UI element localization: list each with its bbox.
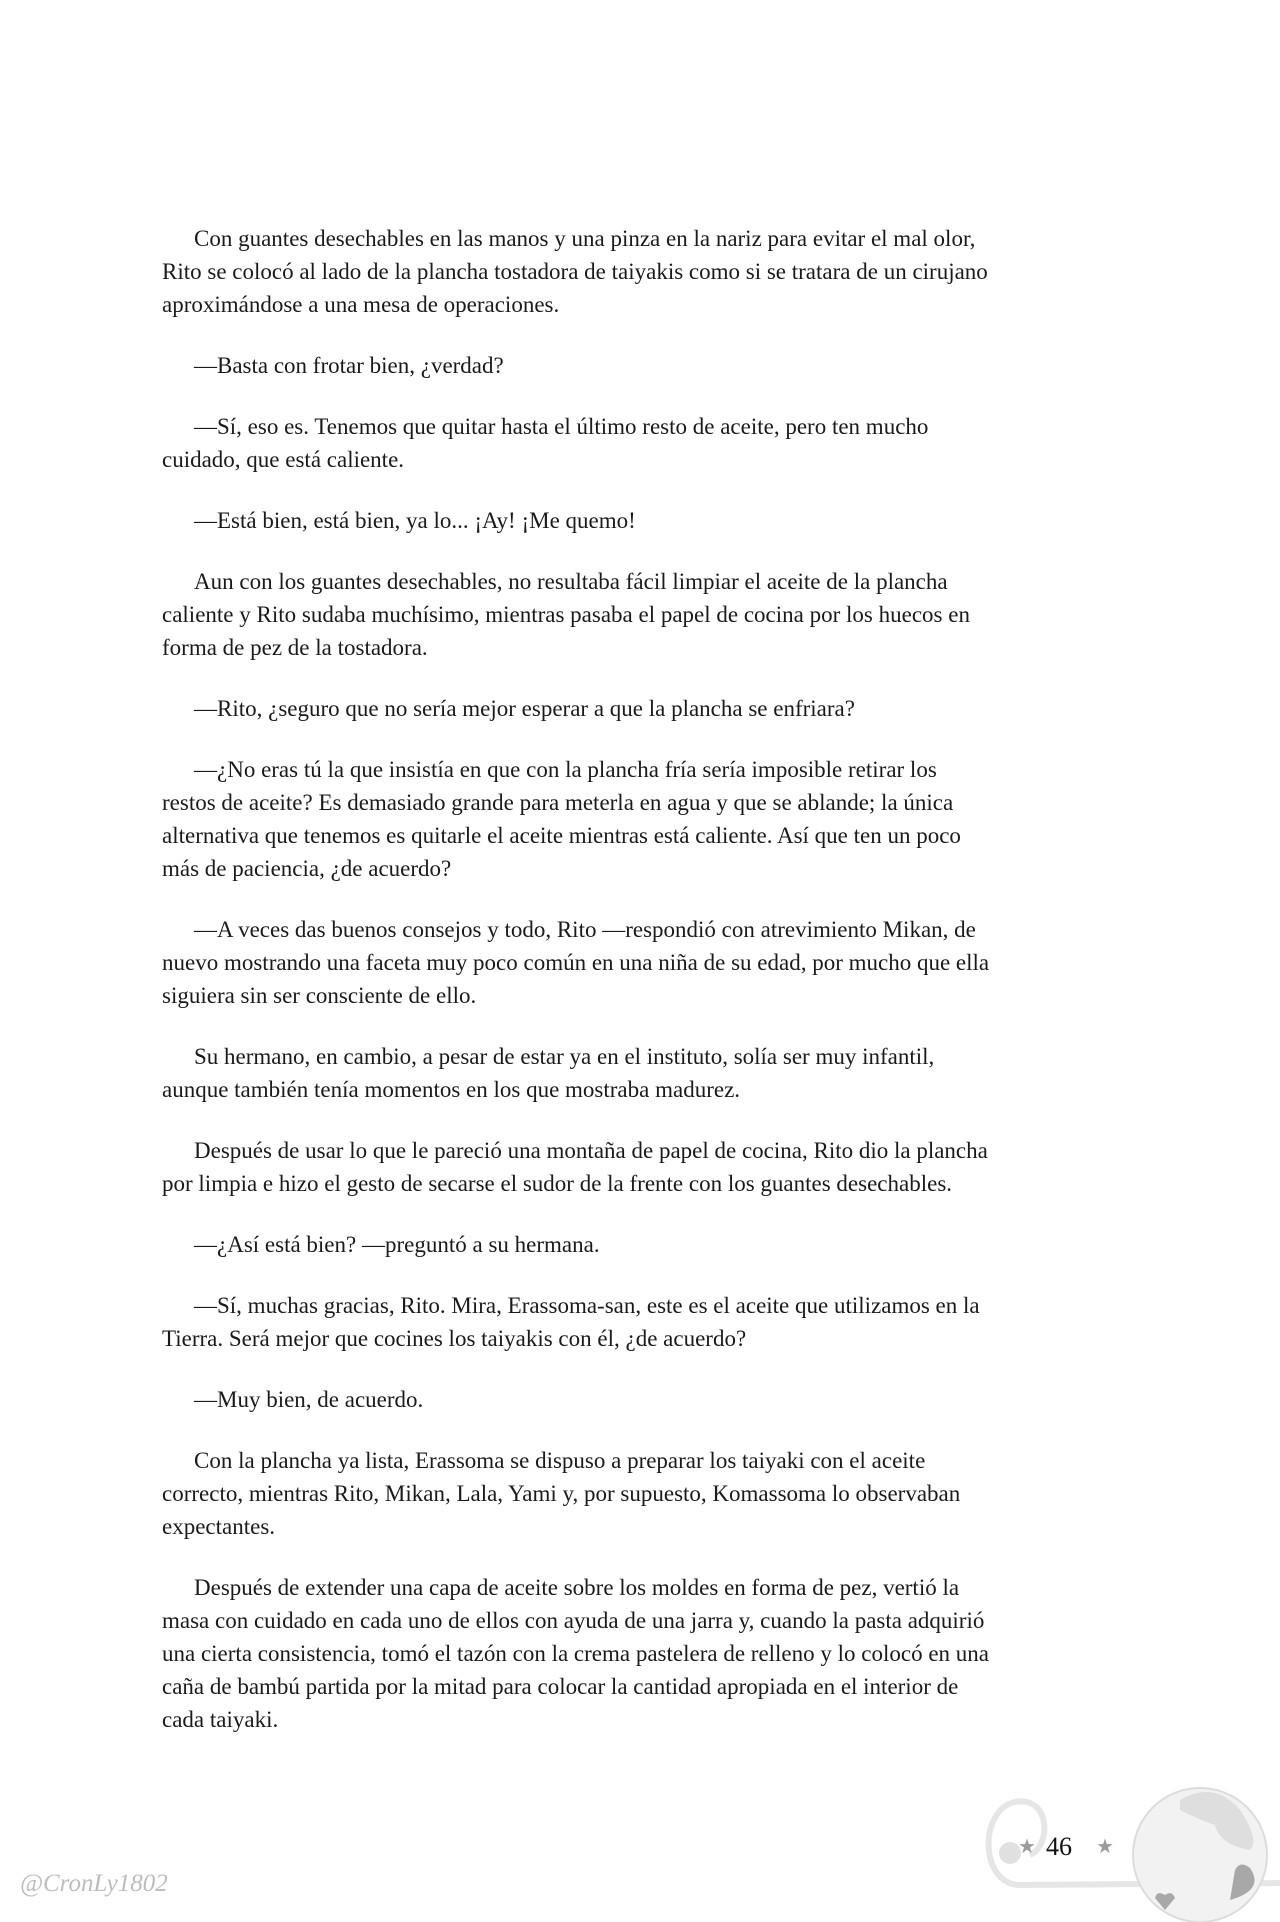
paragraph <box>162 222 1122 321</box>
text-line: aproximándose a una mesa de operaciones. <box>162 292 560 317</box>
paragraph <box>162 1383 1122 1416</box>
page-number: 46 <box>1045 1832 1072 1861</box>
paragraph <box>162 753 1122 885</box>
text-line: nuevo mostrando una faceta muy poco común en una niña de su edad, por mucho que ella <box>162 950 990 975</box>
paragraph <box>162 504 1122 537</box>
paragraph <box>162 1134 1122 1200</box>
text-line: Con guantes desechables en las manos y una pinza en la nariz para evitar el mal olor, <box>194 226 976 251</box>
text-line: Después de extender una capa de aceite sobre los moldes en forma de pez, vertió la <box>194 1575 960 1600</box>
text-line: caliente y Rito sudaba muchísimo, mientras pasaba el papel de cocina por los huecos en <box>162 602 970 627</box>
text-line: cuidado, que está caliente. <box>162 447 405 472</box>
text-line: forma de pez de la tostadora. <box>162 635 428 660</box>
text-line: alternativa que tenemos es quitarle el aceite mientras está caliente. Así que ten un poco <box>162 823 961 848</box>
text-line: por limpia e hizo el gesto de secarse el sudor de la frente con los guantes desechables. <box>162 1171 953 1196</box>
page-number-row <box>1018 1830 1114 1864</box>
text-line: expectantes. <box>162 1514 276 1539</box>
text-line: —¿Así está bien? —preguntó a su hermana. <box>194 1232 600 1257</box>
text-line: una cierta consistencia, tomó el tazón con la crema pastelera de relleno y lo colocó en una <box>162 1641 990 1666</box>
text-line: Aun con los guantes desechables, no resultaba fácil limpiar el aceite de la plancha <box>194 569 948 594</box>
text-line: Tierra. Será mejor que cocines los taiyakis con él, ¿de acuerdo? <box>162 1326 747 1351</box>
paragraph <box>162 1228 1122 1261</box>
text-line: correcto, mientras Rito, Mikan, Lala, Yami y, por supuesto, Komassoma lo observaban <box>162 1481 961 1506</box>
text-line: —¿No eras tú la que insistía en que con la plancha fría sería imposible retirar los <box>194 757 937 782</box>
text-line: cada taiyaki. <box>162 1707 279 1732</box>
text-line: siguiera sin ser consciente de ello. <box>162 983 477 1008</box>
text-line: Rito se colocó al lado de la plancha tostadora de taiyakis como si se tratara de un cirujano <box>162 259 988 284</box>
paragraph <box>162 1444 1122 1543</box>
text-line: Después de usar lo que le pareció una montaña de papel de cocina, Rito dio la plancha <box>194 1138 988 1163</box>
text-line: —Basta con frotar bien, ¿verdad? <box>194 353 504 378</box>
paragraph <box>162 1571 1122 1736</box>
paragraph <box>162 1040 1122 1106</box>
paragraph <box>162 913 1122 1012</box>
text-line: restos de aceite? Es demasiado grande para meterla en agua y que se ablande; la única <box>162 790 954 815</box>
text-line: aunque también tenía momentos en los que mostraba madurez. <box>162 1077 741 1102</box>
text-line: —A veces das buenos consejos y todo, Rito —respondió con atrevimiento Mikan, de <box>194 917 976 942</box>
watermark: @CronLy1802 <box>20 1870 168 1897</box>
text-line: más de paciencia, ¿de acuerdo? <box>162 856 452 881</box>
star-icon: ★ <box>1095 1836 1114 1858</box>
star-icon: ★ <box>1018 1836 1036 1858</box>
moon-ornament <box>960 1750 1280 1922</box>
text-line: Con la plancha ya lista, Erassoma se dispuso a preparar los taiyaki con el aceite <box>194 1448 926 1473</box>
text-line: —Sí, eso es. Tenemos que quitar hasta el último resto de aceite, pero ten mucho <box>194 414 929 439</box>
text-line: —Sí, muchas gracias, Rito. Mira, Erassoma-san, este es el aceite que utilizamos en la <box>194 1293 980 1318</box>
paragraph <box>162 1289 1122 1355</box>
text-line: —Rito, ¿seguro que no sería mejor esperar a que la plancha se enfriara? <box>194 696 855 721</box>
text-line: —Está bien, está bien, ya lo... ¡Ay! ¡Me quemo! <box>194 508 636 533</box>
paragraph <box>162 692 1122 725</box>
text-line: —Muy bien, de acuerdo. <box>194 1387 424 1412</box>
paragraph <box>162 565 1122 664</box>
paragraph <box>162 349 1122 382</box>
body-text <box>162 222 1122 1764</box>
paragraph <box>162 410 1122 476</box>
text-line: caña de bambú partida por la mitad para colocar la cantidad apropiada en el interior de <box>162 1674 959 1699</box>
text-line: Su hermano, en cambio, a pesar de estar ya en el instituto, solía ser muy infantil, <box>194 1044 935 1069</box>
text-line: masa con cuidado en cada uno de ellos con ayuda de una jarra y, cuando la pasta adquirió <box>162 1608 985 1633</box>
